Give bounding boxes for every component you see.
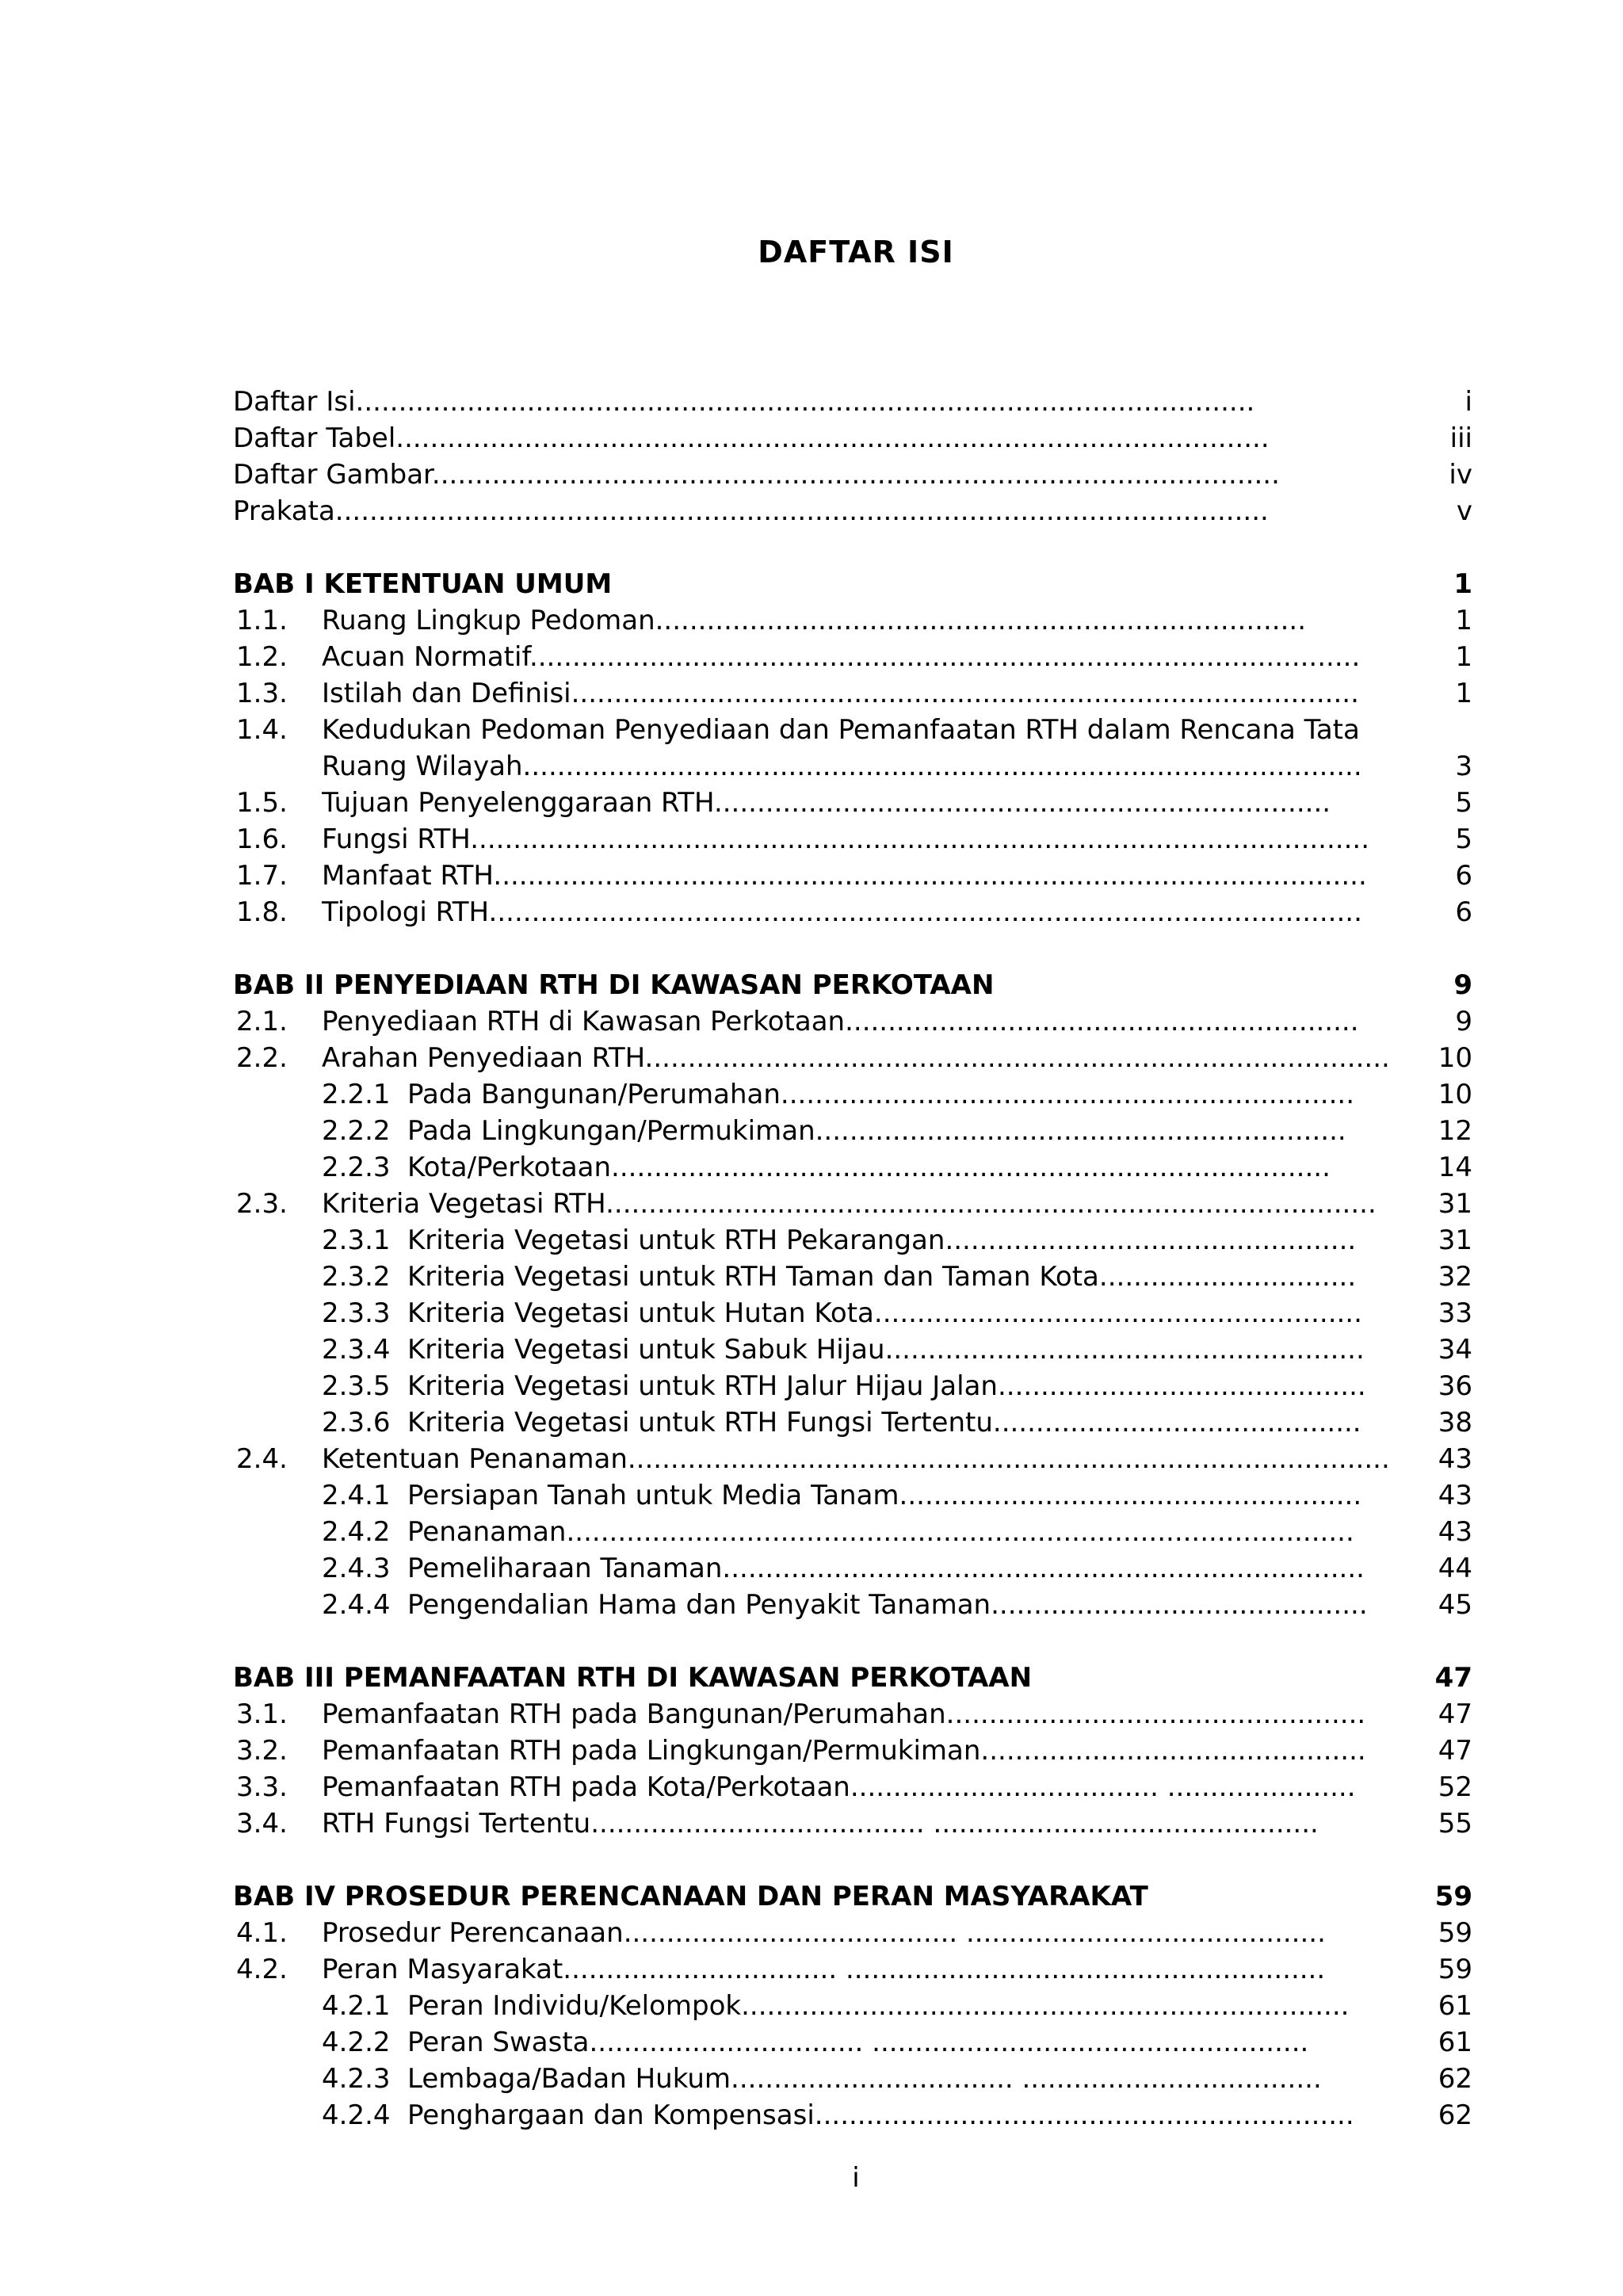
toc-page-number: 33 — [1438, 1297, 1472, 1329]
toc-entry-row — [0, 1368, 1623, 1404]
page-number-footer: i — [852, 2162, 860, 2194]
toc-section-number: 3.2. — [236, 1735, 288, 1767]
toc-page-number: 55 — [1438, 1808, 1472, 1839]
toc-page-number: 12 — [1438, 1115, 1472, 1147]
toc-page-number: 47 — [1438, 1698, 1472, 1730]
toc-entry-title: Kedudukan Pedoman Penyediaan dan Pemanfaatan RTH dalam Rencana Tata — [322, 714, 1360, 746]
toc-entry-row — [0, 1951, 1623, 1988]
toc-entry-title: Peran Swasta................................ ................................................... — [407, 2027, 1309, 2058]
toc-entry-title: Pemanfaatan RTH pada Lingkungan/Permukiman............................................. — [322, 1735, 1366, 1767]
toc-page-number: 32 — [1438, 1261, 1472, 1293]
toc-entry-title: Prakata............................................................................................................. — [233, 495, 1269, 527]
toc-entry-title: Lembaga/Badan Hukum................................. ................................... — [407, 2063, 1322, 2095]
toc-entry-row — [0, 1915, 1623, 1951]
toc-section-number: 2.2. — [236, 1042, 288, 1074]
toc-entry-title: Pemanfaatan RTH pada Bangunan/Perumahan................................................. — [322, 1698, 1366, 1730]
toc-entry-title: BAB I KETENTUAN UMUM — [233, 568, 613, 600]
toc-section-number: 4.1. — [236, 1917, 288, 1949]
toc-entry-row — [0, 1076, 1623, 1113]
toc-entry-title: Pemeliharaan Tanaman........................................................................... — [407, 1553, 1365, 1584]
toc-section-number: 1.6. — [236, 823, 288, 855]
toc-page-number: 45 — [1438, 1589, 1472, 1621]
toc-entry-title: Fungsi RTH......................................................................................................... — [322, 823, 1370, 855]
toc-entry-row — [0, 2097, 1623, 2134]
toc-entry-title: Daftar Isi......................................................................................................... — [233, 386, 1255, 418]
toc-entry-row — [0, 639, 1623, 675]
toc-page-number: iii — [1449, 422, 1472, 454]
toc-entry-row — [0, 1587, 1623, 1623]
toc-entry-row — [0, 748, 1623, 785]
toc-entry-title: Tipologi RTH...................................................................................................... — [322, 896, 1362, 928]
toc-page-number: 6 — [1455, 860, 1472, 892]
toc-entry-row — [0, 1040, 1623, 1076]
toc-entry-row — [0, 1805, 1623, 1842]
toc-chapter-row — [0, 1878, 1623, 1915]
toc-subsection-number: 2.2.1 — [322, 1079, 391, 1110]
toc-entry-title: Kriteria Vegetasi RTH.......................................................................................... — [322, 1188, 1377, 1220]
toc-page-number: 47 — [1434, 1662, 1472, 1694]
toc-page-number: 59 — [1434, 1881, 1472, 1912]
toc-entry-row — [0, 712, 1623, 748]
toc-section-number: 3.1. — [236, 1698, 288, 1730]
toc-subsection-number: 4.2.4 — [322, 2099, 391, 2131]
toc-page-number: 44 — [1438, 1553, 1472, 1584]
toc-subsection-number: 2.3.4 — [322, 1334, 391, 1366]
toc-section-number: 1.1. — [236, 605, 288, 636]
toc-entry-title: Manfaat RTH...................................................................................................... — [322, 860, 1367, 892]
toc-page-number: 62 — [1438, 2099, 1472, 2131]
toc-entry-row — [0, 1113, 1623, 1149]
toc-entry-title: Prosedur Perencanaan....................................... .......................................... — [322, 1917, 1326, 1949]
toc-page-number: 47 — [1438, 1735, 1472, 1767]
toc-page-number: 43 — [1438, 1443, 1472, 1475]
toc-subsection-number: 2.4.4 — [322, 1589, 391, 1621]
toc-entry-row — [0, 675, 1623, 712]
toc-entry-title: Daftar Gambar................................................................................................... — [233, 459, 1280, 491]
toc-entry-row — [0, 1331, 1623, 1368]
toc-entry-title: Peran Individu/Kelompok....................................................................... — [407, 1990, 1350, 2022]
toc-entry-title: Istilah dan Definisi............................................................................................ — [322, 678, 1359, 709]
toc-entry-title: Ruang Lingkup Pedoman............................................................................ — [322, 605, 1306, 636]
toc-entry-row — [0, 821, 1623, 858]
toc-entry-title: RTH Fungsi Tertentu....................................... ............................................. — [322, 1808, 1319, 1839]
toc-page-number: 43 — [1438, 1480, 1472, 1511]
toc-entry-title: Penyediaan RTH di Kawasan Perkotaan............................................................ — [322, 1006, 1359, 1037]
toc-subsection-number: 4.2.3 — [322, 2063, 391, 2095]
toc-entry-title: Ketentuan Penanaman......................................................................................... — [322, 1443, 1390, 1475]
toc-section-number: 1.3. — [236, 678, 288, 709]
toc-entry-title: Kriteria Vegetasi untuk Sabuk Hijau........................................................ — [407, 1334, 1365, 1366]
toc-entry-row — [0, 1988, 1623, 2024]
toc-entry-title: Pengendalian Hama dan Penyakit Tanaman............................................ — [407, 1589, 1368, 1621]
toc-entry-row — [0, 1259, 1623, 1295]
toc-section-number: 2.4. — [236, 1443, 288, 1475]
toc-section-number: 4.2. — [236, 1954, 288, 1985]
toc-subsection-number: 2.4.2 — [322, 1516, 391, 1548]
toc-page-number: 1 — [1453, 568, 1472, 600]
toc-subsection-number: 2.3.2 — [322, 1261, 391, 1293]
toc-page-number: 14 — [1438, 1152, 1472, 1183]
toc-entry-row — [0, 1186, 1623, 1222]
toc-entry-row — [0, 2061, 1623, 2097]
toc-entry-title: Peran Masyarakat................................ ........................................................ — [322, 1954, 1326, 1985]
toc-chapter-row — [0, 967, 1623, 1003]
toc-page-number: v — [1456, 495, 1472, 527]
toc-entry-title: Pada Bangunan/Perumahan................................................................... — [407, 1079, 1354, 1110]
toc-entry-title: BAB IV PROSEDUR PERENCANAAN DAN PERAN MASYARAKAT — [233, 1881, 1148, 1912]
toc-subsection-number: 2.4.3 — [322, 1553, 391, 1584]
toc-entry-row — [0, 858, 1623, 894]
toc-entry-row — [0, 1477, 1623, 1514]
toc-page-number: 5 — [1455, 823, 1472, 855]
toc-entry-row — [0, 493, 1623, 529]
toc-entry-title: BAB III PEMANFAATAN RTH DI KAWASAN PERKOTAAN — [233, 1662, 1033, 1694]
toc-section-number: 2.1. — [236, 1006, 288, 1037]
toc-page-number: 6 — [1455, 896, 1472, 928]
toc-entry-title: Tujuan Penyelenggaraan RTH........................................................................ — [322, 787, 1331, 819]
toc-entry-title: Penghargaan dan Kompensasi............................................................... — [407, 2099, 1354, 2131]
toc-entry-title: Kriteria Vegetasi untuk RTH Jalur Hijau Jalan........................................... — [407, 1370, 1366, 1402]
toc-entry-title: Ruang Wilayah.................................................................................................. — [322, 751, 1362, 782]
page-title: DAFTAR ISI — [758, 235, 954, 269]
toc-chapter-row — [0, 566, 1623, 602]
toc-entry-row — [0, 457, 1623, 493]
toc-entry-row — [0, 1222, 1623, 1259]
toc-entry-row — [0, 602, 1623, 639]
toc-entry-title: Kriteria Vegetasi untuk RTH Pekarangan................................................ — [407, 1224, 1357, 1256]
toc-chapter-row — [0, 1660, 1623, 1696]
toc-page-number: 34 — [1438, 1334, 1472, 1366]
toc-entry-title: Daftar Tabel...................................................................................................... — [233, 422, 1270, 454]
toc-page-number: 61 — [1438, 1990, 1472, 2022]
toc-entry-title: Pemanfaatan RTH pada Kota/Perkotaan.................................... ...................... — [322, 1771, 1356, 1803]
toc-page-number: 62 — [1438, 2063, 1472, 2095]
toc-subsection-number: 2.2.3 — [322, 1152, 391, 1183]
toc-entry-title: Persiapan Tanah untuk Media Tanam...................................................... — [407, 1480, 1362, 1511]
toc-section-number: 1.4. — [236, 714, 288, 746]
toc-entry-row — [0, 1696, 1623, 1733]
toc-entry-row — [0, 384, 1623, 420]
toc-page-number: 1 — [1455, 678, 1472, 709]
toc-entry-title: Penanaman............................................................................................ — [407, 1516, 1354, 1548]
toc-page-number: 59 — [1438, 1917, 1472, 1949]
toc-entry-row — [0, 1441, 1623, 1477]
toc-entry-title: Kota/Perkotaan.................................................................................... — [407, 1152, 1331, 1183]
toc-entry-title: Kriteria Vegetasi untuk Hutan Kota......................................................... — [407, 1297, 1362, 1329]
toc-section-number: 1.5. — [236, 787, 288, 819]
toc-page-number: 1 — [1455, 641, 1472, 673]
toc-entry-title: Pada Lingkungan/Permukiman.............................................................. — [407, 1115, 1346, 1147]
toc-page-number: 9 — [1455, 1006, 1472, 1037]
toc-section-number: 1.8. — [236, 896, 288, 928]
toc-entry-title: Acuan Normatif................................................................................................. — [322, 641, 1361, 673]
toc-entry-row — [0, 894, 1623, 930]
toc-page-number: 5 — [1455, 787, 1472, 819]
toc-page-number: 31 — [1438, 1188, 1472, 1220]
toc-page-number: 9 — [1453, 969, 1472, 1001]
toc-section-number: 3.3. — [236, 1771, 288, 1803]
toc-page-number: 3 — [1455, 751, 1472, 782]
toc-page-number: 10 — [1438, 1079, 1472, 1110]
toc-page-number: 1 — [1455, 605, 1472, 636]
toc-page-number: 31 — [1438, 1224, 1472, 1256]
toc-entry-title: Arahan Penyediaan RTH....................................................................................... — [322, 1042, 1390, 1074]
toc-page-number: 43 — [1438, 1516, 1472, 1548]
toc-section-number: 1.2. — [236, 641, 288, 673]
toc-subsection-number: 2.3.3 — [322, 1297, 391, 1329]
toc-entry-row — [0, 1149, 1623, 1186]
toc-entry-row — [0, 2024, 1623, 2061]
toc-subsection-number: 2.3.1 — [322, 1224, 391, 1256]
toc-entry-row — [0, 1003, 1623, 1040]
toc-page-number: 52 — [1438, 1771, 1472, 1803]
toc-subsection-number: 2.4.1 — [322, 1480, 391, 1511]
toc-entry-row — [0, 1295, 1623, 1331]
toc-section-number: 2.3. — [236, 1188, 288, 1220]
toc-entry-row — [0, 1733, 1623, 1769]
toc-page-number: 61 — [1438, 2027, 1472, 2058]
toc-entry-title: BAB II PENYEDIAAN RTH DI KAWASAN PERKOTAAN — [233, 969, 995, 1001]
toc-entry-row — [0, 785, 1623, 821]
toc-entry-row — [0, 420, 1623, 457]
toc-entry-row — [0, 1514, 1623, 1550]
toc-subsection-number: 2.2.2 — [322, 1115, 391, 1147]
toc-page-number: iv — [1449, 459, 1472, 491]
toc-entry-row — [0, 1550, 1623, 1587]
toc-subsection-number: 2.3.5 — [322, 1370, 391, 1402]
toc-subsection-number: 4.2.2 — [322, 2027, 391, 2058]
toc-entry-row — [0, 1769, 1623, 1805]
toc-subsection-number: 2.3.6 — [322, 1407, 391, 1438]
toc-page-number: i — [1465, 386, 1472, 418]
toc-section-number: 1.7. — [236, 860, 288, 892]
toc-page-number: 59 — [1438, 1954, 1472, 1985]
toc-subsection-number: 4.2.1 — [322, 1990, 391, 2022]
toc-entry-row — [0, 1404, 1623, 1441]
toc-page-number: 38 — [1438, 1407, 1472, 1438]
toc-page-number: 36 — [1438, 1370, 1472, 1402]
toc-entry-title: Kriteria Vegetasi untuk RTH Taman dan Taman Kota.............................. — [407, 1261, 1357, 1293]
toc-section-number: 3.4. — [236, 1808, 288, 1839]
toc-entry-title: Kriteria Vegetasi untuk RTH Fungsi Tertentu........................................... — [407, 1407, 1361, 1438]
toc-page-number: 10 — [1438, 1042, 1472, 1074]
